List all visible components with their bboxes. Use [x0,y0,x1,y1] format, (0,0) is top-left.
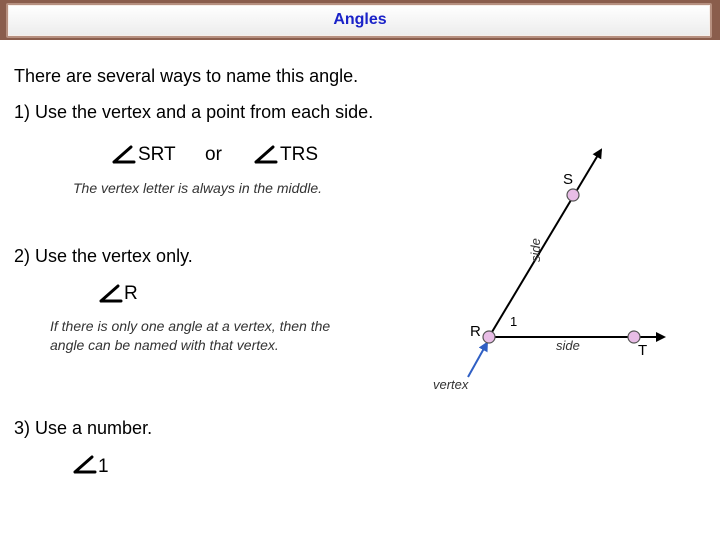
point-s [567,189,579,201]
label-r: R [470,323,481,340]
angle-name-srt: SRT [138,144,176,165]
method1-heading: 1) Use the vertex and a point from each side. [14,102,374,122]
angle-name-r: R [124,283,138,304]
vertex-pointer-arrow [468,343,487,377]
or-connector: or [205,144,222,165]
side-label-rs: side [528,238,543,262]
angle-number-label: 1 [510,314,518,329]
side-label-rt: side [556,338,580,353]
intro-text: There are several ways to name this angle. [14,66,359,86]
angle-name-1: 1 [98,456,109,477]
method3-heading: 3) Use a number. [14,418,153,438]
ray-rs [489,150,601,337]
method2-heading: 2) Use the vertex only. [14,246,193,266]
single-angle-note-line1: If there is only one angle at a vertex, then the [50,318,331,334]
angle-name-trs: TRS [280,144,318,165]
single-angle-note-line2: angle can be named with that vertex. [50,337,279,353]
vertex-point-r [483,331,495,343]
vertex-middle-note: The vertex letter is always in the middle. [73,180,322,196]
page-title: Angles [333,11,387,28]
label-s: S [563,171,574,188]
label-t: T [638,342,648,359]
vertex-label: vertex [433,377,469,392]
